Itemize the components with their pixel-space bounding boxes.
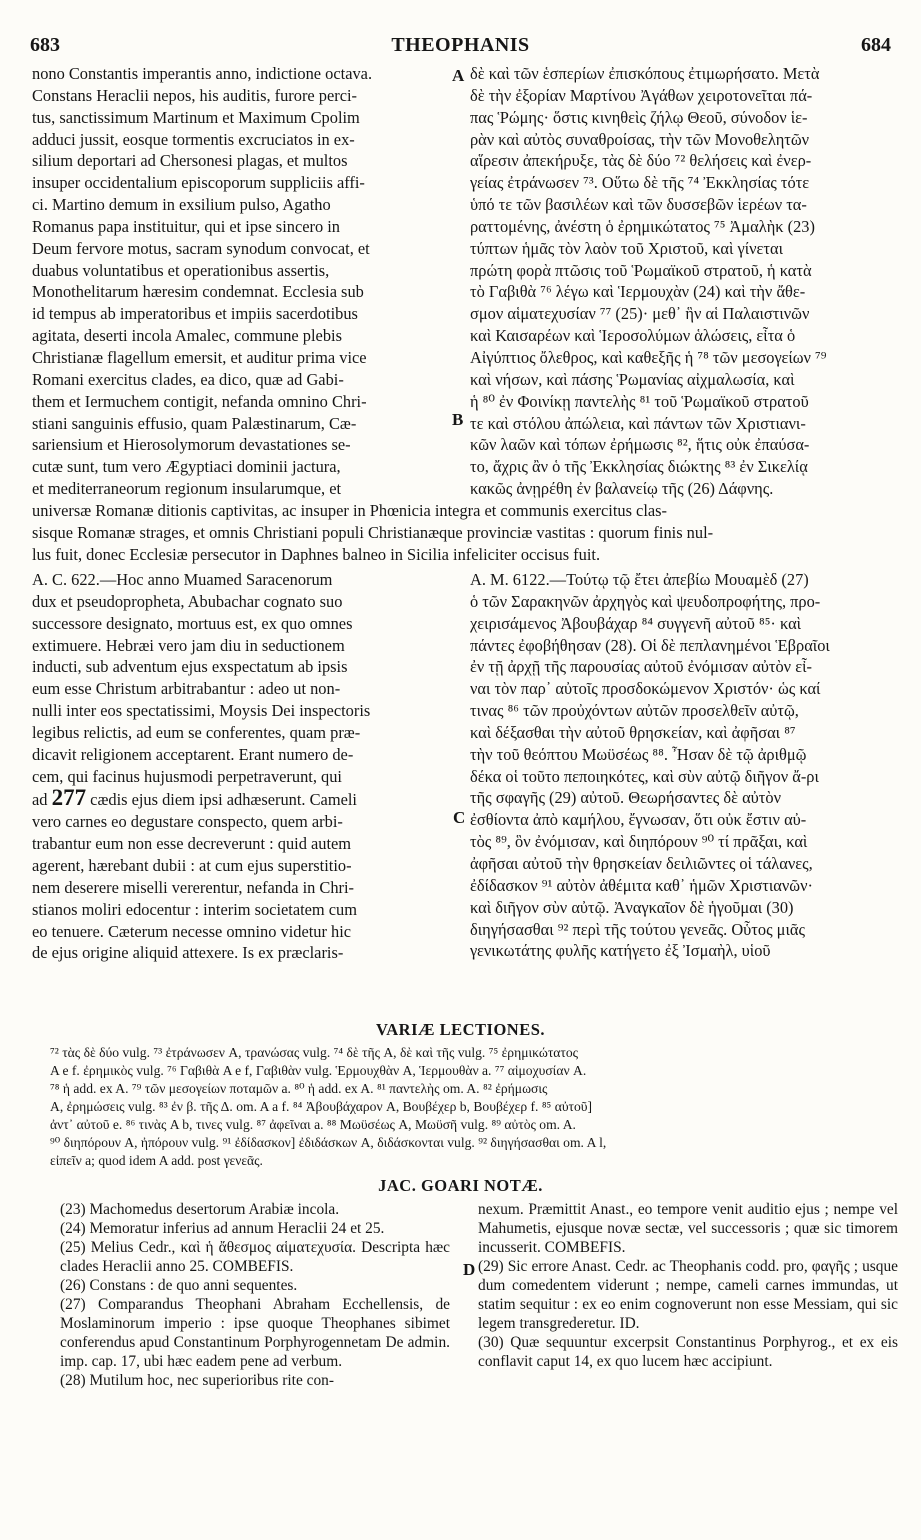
text-line: Deum fervore motus, sacram synodum convocat, et bbox=[32, 238, 370, 258]
text-line: dux et pseudopropheta, Abubachar cognato suo bbox=[32, 591, 343, 611]
text-line: Monothelitarum hæresim condemnat. Ecclesia sub bbox=[32, 282, 364, 302]
text-line: αἵρεσιν ἀπεκήρυξε, τὰς δὲ δύο ⁷² θελήσεις καὶ ἐνερ- bbox=[470, 151, 812, 171]
latin-column-2 bbox=[32, 569, 456, 964]
text-line: agitata, deserti incola Amalec, commune plebis bbox=[32, 326, 342, 346]
variae-lectiones-block bbox=[50, 1044, 892, 1170]
text-line: dicavit religionem acceptarent. Erant numero de- bbox=[32, 744, 354, 764]
text-line: γείας ἐτράνωσεν ⁷³. Οὕτω δὲ τῆς ⁷⁴ Ἐκκλησίας τότε bbox=[470, 173, 810, 193]
text-line: πάντες ἐφοβήθησαν (28). Οἱ δὲ πεπλανημένοι Ἑβραῖοι bbox=[470, 635, 830, 655]
text-line: Αἰγύπτιος ὄλεθρος, καὶ καθεξῆς ἡ ⁷⁸ τῶν μεσογείων ⁷⁹ bbox=[470, 347, 827, 367]
text-line: A. M. 6122.—Τούτῳ τῷ ἔτει ἀπεβίω Μουαμὲδ (27) bbox=[470, 570, 809, 589]
text-line: πας Ῥώμης· ὅστις κινηθεὶς ζήλῳ Θεοῦ, σύνοδον ἱε- bbox=[470, 107, 808, 127]
text-line bbox=[32, 787, 456, 811]
text-line: agerent, hærebant dubii : at cum ejus superstitio- bbox=[32, 855, 352, 875]
text-line: sariensium et Hierosolymorum devastationes se- bbox=[32, 435, 351, 455]
text-line: τύπτων ἡμᾶς τὸν λαὸν τοῦ Χριστοῦ, καὶ γίνεται bbox=[470, 238, 784, 258]
text-line: nem deserere miselli vererentur, nefanda in Chri- bbox=[32, 877, 355, 897]
text-line: Romanus papa instituitur, qui et ipse sincero in bbox=[32, 216, 340, 236]
text-line: successore designato, mortuus est, ex quo omnes bbox=[32, 613, 353, 633]
text-line: tus, sanctissimum Martinum et Maximum Cpolim bbox=[32, 107, 360, 127]
note-item: (30) Quæ sequuntur excerpsit Constantinus Porphyrog., et ex eis conflavit caput 14, ex quo lucem hæc accipiunt. bbox=[478, 1334, 898, 1370]
text-line: ci. Martino demum in exsilium pulso, Agatho bbox=[32, 195, 331, 215]
text-line: cutæ sunt, tum vero Ægyptiaci dominii jactura, bbox=[32, 457, 341, 477]
text-line: et mediterraneorum regionum insularumque, et bbox=[32, 479, 342, 499]
note-item: (23) Machomedus desertorum Arabiæ incola. bbox=[60, 1201, 340, 1218]
notes-right-column bbox=[478, 1200, 898, 1371]
text-line: id tempus ab imperatoribus et impiis sacerdotibus bbox=[32, 304, 358, 324]
text-line: δὲ καὶ τῶν ἑσπερίων ἐπισκόπους ἐτιμωρήσατο. Μετὰ bbox=[470, 64, 820, 83]
text-line: ἐδίδασκον ⁹¹ αὐτὸν ἀθέμιτα καθ᾽ ἡμῶν Χριστιανῶν· bbox=[470, 875, 813, 895]
text-line: nono Constantis imperantis anno, indictione octava. bbox=[32, 64, 373, 83]
text-line: τὸς ⁸⁹, ὃν ἐνόμισαν, καὶ διηπόρουν ⁹⁰ τί πρᾶξαι, καὶ bbox=[470, 832, 808, 852]
latin-column-1 bbox=[32, 63, 456, 500]
apparatus-line: ⁷⁸ ἡ add. ex A. ⁷⁹ τῶν μεσογείων ποταμῶν a. ⁸⁰ ἡ add. ex A. ⁸¹ παντελὴς om. A. ⁸² ἐρήμωσις bbox=[50, 1081, 548, 1096]
text-line: stiani sanguinis effusio, quam Palæstinarum, Cæ- bbox=[32, 413, 357, 433]
text-line: adduci jussit, eosque tormentis excruciatos in ex- bbox=[32, 129, 355, 149]
note-item: (28) Mutilum hoc, nec superioribus rite con- bbox=[60, 1372, 334, 1389]
text-fragment: ad bbox=[32, 790, 52, 810]
text-line: Romani exercitus clades, ea dico, quæ ad Gabi- bbox=[32, 369, 344, 389]
text-fragment: cædis ejus diem ipsi adhæserunt. Cameli bbox=[86, 790, 357, 810]
text-line: legibus relictis, ad eum se conferentes, quam præ- bbox=[32, 722, 361, 742]
text-line: ναι τὸν παρ᾽ αὐτοῖς προσδοκώμενον Χριστόν· ὡς καί bbox=[470, 679, 821, 699]
text-line: ἐν τῇ ἀρχῇ τῆς παρουσίας αὐτοῦ ἐνόμισαν αὐτὸν εἶ- bbox=[470, 657, 812, 677]
note-item: (24) Memoratur inferius ad annum Heraclii 24 et 25. bbox=[60, 1220, 385, 1237]
apparatus-line: A, ἐρημώσεις vulg. ⁸³ ἐν β. τῆς Δ. om. A a f. ⁸⁴ Ἀβουβάχαρον A, Βουβέχερ b, Βουβέχερ f. ⁸⁵ αὐτοῦ] bbox=[50, 1099, 593, 1114]
margin-letter-d: D bbox=[463, 1260, 476, 1279]
text-line: ἀφῆσαι αὐτοῦ τὴν θρησκείαν δειλιῶντες οἱ τάλανες, bbox=[470, 853, 813, 873]
text-line: Christianæ flagellum emersit, et auditur prima vice bbox=[32, 347, 367, 367]
text-line: stianos moliri edocentur : interim societatem cum bbox=[32, 899, 357, 919]
apparatus-line: A e f. ἐρημικὸς vulg. ⁷⁶ Γαβιθὰ A e f, Γαβιθὰν vulg. Ἑρμουχθὰν A, Ἱερμουθὰν a. ⁷⁷ αἱμοχυσίαν A. bbox=[50, 1063, 587, 1078]
text-line: το, ἄχρις ἂν ὁ τῆς Ἐκκλησίας διώκτης ⁸³ ἐν Σικελίᾳ bbox=[470, 457, 808, 477]
text-line: δέκα οἱ τοῦτο πεποιηκότες, καὶ σὺν αὐτῷ διῆγον ἄ-ρι bbox=[470, 766, 819, 786]
page-number-left: 683 bbox=[30, 34, 60, 56]
text-line: them et Iermuchem contigit, nefanda omnino Chri- bbox=[32, 391, 367, 411]
note-item: nexum. Præmittit Anast., eo tempore venit auditio ejus ; nempe vel Mahumetis, ejusque novæ sectæ, vel successoris ; quæ sic timorem incusserit. COMBEFIS. bbox=[478, 1201, 898, 1256]
text-line: τινας ⁸⁶ τῶν προὐχόντων αὐτῶν προσελθεῖν αὐτῷ, bbox=[470, 701, 799, 721]
apparatus-line: ⁹⁰ διηπόρουν A, ἠπόρουν vulg. ⁹¹ ἐδίδασκον] ἐδιδάσκων A, διδάσκονται vulg. ⁹² διηγήσασθαι om. A l, bbox=[50, 1135, 607, 1150]
text-line: σμον αἱματεχυσίαν ⁷⁷ (25)· μεθ᾽ ἣν αἱ Παλαιστινῶν bbox=[470, 304, 810, 324]
text-line: trabantur eum non esse decreverunt : quid autem bbox=[32, 834, 352, 854]
text-line: vero carnes eo degustare conspecto, quem arbi- bbox=[32, 812, 343, 832]
apparatus-line: εἰπεῖν a; quod idem A add. post γενεᾶς. bbox=[50, 1153, 263, 1168]
text-line: nulli inter eos spectatissimi, Moysis Dei inspectoris bbox=[32, 701, 371, 721]
text-line: χειρισάμενος Ἀβουβάχαρ ⁸⁴ συγγενῆ αὐτοῦ ⁸⁵· καὶ bbox=[470, 613, 802, 633]
text-line: τὴν τοῦ θεόπτου Μωϋσέως ⁸⁸. Ἦσαν δὲ τῷ ἀριθμῷ bbox=[470, 744, 807, 764]
note-item: (25) Melius Cedr., καὶ ἡ ἄθεσμος αἱματεχυσία. Descripta hæc clades Heraclii anno 25. COMBEFIS. bbox=[60, 1239, 450, 1275]
running-title: THEOPHANIS bbox=[391, 34, 530, 56]
text-line: ἐσθίοντα ἀπὸ καμήλου, ἔγνωσαν, ὅτι οὐκ ἔστιν αὐ- bbox=[470, 810, 807, 830]
text-line: cem, qui facinus hujusmodi perpetraverunt, qui bbox=[32, 766, 342, 786]
text-line: τὸ Γαβιθὰ ⁷⁶ λέγω καὶ Ἱερμουχὰν (24) καὶ τὴν ἄθε- bbox=[470, 282, 806, 302]
page-number-right: 684 bbox=[861, 34, 891, 56]
text-line: eo tenuere. Cæterum necesse omnino videtur hic bbox=[32, 921, 352, 941]
notae-heading: JAC. GOARI NOTÆ. bbox=[378, 1176, 543, 1195]
apparatus-line: ἀντ᾽ αὐτοῦ e. ⁸⁶ τινὰς A b, τινες vulg. ⁸⁷ ἀφεῖναι a. ⁸⁸ Μωϋσέως A, Μωϋσῆ vulg. ⁸⁹ αὐτὸς om. A. bbox=[50, 1117, 576, 1132]
greek-column-2 bbox=[470, 569, 898, 962]
note-item: (27) Comparandus Theophani Abraham Ecchellensis, de Moslaminorum imperio : ipse quoque Theophanes sibimet conferendus apud Constantinum Porphyrogennetam De admin. imp. cap. 17, ubi hæc eadem pene ad verbum. bbox=[60, 1296, 450, 1370]
margin-letter-c: C bbox=[453, 808, 466, 827]
text-line: γενικωτάτης φυλῆς κατήγετο ἐξ Ἰσμαὴλ, υἱοῦ bbox=[470, 941, 771, 961]
greek-column-1 bbox=[470, 63, 898, 500]
apparatus-line: ⁷² τὰς δὲ δύο vulg. ⁷³ ἐτράνωσεν A, τρανώσας vulg. ⁷⁴ δὲ τῆς A, δὲ καὶ τῆς vulg. ⁷⁵ ἐρημικώτατος bbox=[50, 1045, 579, 1060]
text-line: κακῶς ἀνῃρέθη ἐν βαλανείῳ τῆς (26) Δάφνης. bbox=[470, 479, 774, 499]
text-line: universæ Romanæ ditionis captivitas, ac insuper in Phœnicia integra et communis exercitus clas- bbox=[32, 501, 668, 520]
text-line: ρὰν καὶ αὐτὸς συναθροίσας, τὴν τῶν Μονοθελητῶν bbox=[470, 129, 810, 149]
text-line: Constans Heraclii nepos, his auditis, furore perci- bbox=[32, 85, 357, 105]
note-item: (29) Sic errore Anast. Cedr. ac Theophanis codd. pro, φαγῆς ; usque dum comedentem viderunt ; nempe, cameli carnes immundas, ut statim sequitur : ex eo enim cognoverunt non esse Messiam, qui sic legem transgrederetur. ID. bbox=[478, 1258, 898, 1332]
text-line: de ejus origine aliquid attexere. Is ex præclaris- bbox=[32, 943, 344, 963]
latin-full-width bbox=[32, 500, 898, 566]
note-item: (26) Constans : de quo anni sequentes. bbox=[60, 1277, 298, 1294]
text-line: A. C. 622.—Hoc anno Muamed Saracenorum bbox=[32, 570, 333, 589]
notes-left-column bbox=[60, 1200, 450, 1390]
text-line: extimuere. Hebræi vero jam diu in seductionem bbox=[32, 635, 345, 655]
text-line: duabus voluntatibus et operationibus assertis, bbox=[32, 260, 330, 280]
text-line: sisque Romanæ strages, et omnis Christiani populi Christianæque provinciæ vastitas : quorum finis nul- bbox=[32, 522, 714, 542]
text-line: τῆς σφαγῆς (29) αὐτοῦ. Θεωρήσαντες δὲ αὐτὸν bbox=[470, 788, 781, 808]
text-line: insuper occidentalium episcoporum suppliciis affi- bbox=[32, 173, 365, 193]
text-line: πρώτη φορὰ πτῶσις τοῦ Ῥωμαϊκοῦ στρατοῦ, ἡ κατὰ bbox=[470, 260, 812, 280]
text-line: καὶ διῆγον σὺν αὐτῷ. Ἀναγκαῖον δὲ ἡγοῦμαι (30) bbox=[470, 897, 794, 917]
text-line: διηγήσασθαι ⁹² περὶ τῆς τούτου γενεᾶς. Οὗτος μιᾶς bbox=[470, 919, 805, 939]
text-line: τε καὶ στόλου ἀπώλεια, καὶ πάντων τῶν Χριστιανι- bbox=[470, 413, 806, 433]
text-line: ραττομένης, ἀνέστη ὁ ἐρημικώτατος ⁷⁵ Ἀμαλὴκ (23) bbox=[470, 216, 815, 236]
old-page-number: 277 bbox=[51, 785, 87, 811]
text-line: lus fuit, donec Ecclesiæ persecutor in Daphnes balneo in Sicilia infeliciter occisus fuit. bbox=[32, 544, 601, 564]
running-header bbox=[30, 28, 891, 62]
text-line: καὶ Καισαρέων καὶ Ἱεροσολύμων ἁλώσεις, εἶτα ὁ bbox=[470, 326, 796, 346]
text-line: καὶ νήσων, καὶ πάσης Ῥωμανίας αἰχμαλωσία, καὶ bbox=[470, 369, 795, 389]
text-line: κῶν λαῶν καὶ τόπων ἐρήμωσις ⁸², ἥτις οὐκ ἐπαύσα- bbox=[470, 435, 810, 455]
margin-letter-a: A bbox=[452, 66, 465, 85]
text-line: δὲ τὴν ἐξορίαν Μαρτίνου Ἀγάθων χειροτονεῖται πά- bbox=[470, 85, 813, 105]
text-line: ἡ ⁸⁰ ἐν Φοινίκῃ παντελὴς ⁸¹ τοῦ Ῥωμαϊκοῦ στρατοῦ bbox=[470, 391, 809, 411]
text-line: silium deportari ad Chersonesi plagas, et multos bbox=[32, 151, 348, 171]
variae-lectiones-heading: VARIÆ LECTIONES. bbox=[375, 1020, 546, 1039]
margin-letter-b: B bbox=[452, 410, 464, 429]
text-line: eum esse Christum arbitrabantur : adeo ut non- bbox=[32, 679, 341, 699]
text-line: inducti, sub adventum ejus exspectatum ab ipsis bbox=[32, 657, 348, 677]
text-line: ὑπό τε τῶν βασιλέων καὶ τῶν δυσσεβῶν ἱερέων τα- bbox=[470, 195, 807, 215]
text-line: καὶ δέξασθαι τὴν αὐτοῦ θρησκείαν, καὶ ἀφῆσαι ⁸⁷ bbox=[470, 722, 796, 742]
text-line: ὁ τῶν Σαρακηνῶν ἀρχηγὸς καὶ ψευδοπροφήτης, προ- bbox=[470, 591, 821, 611]
